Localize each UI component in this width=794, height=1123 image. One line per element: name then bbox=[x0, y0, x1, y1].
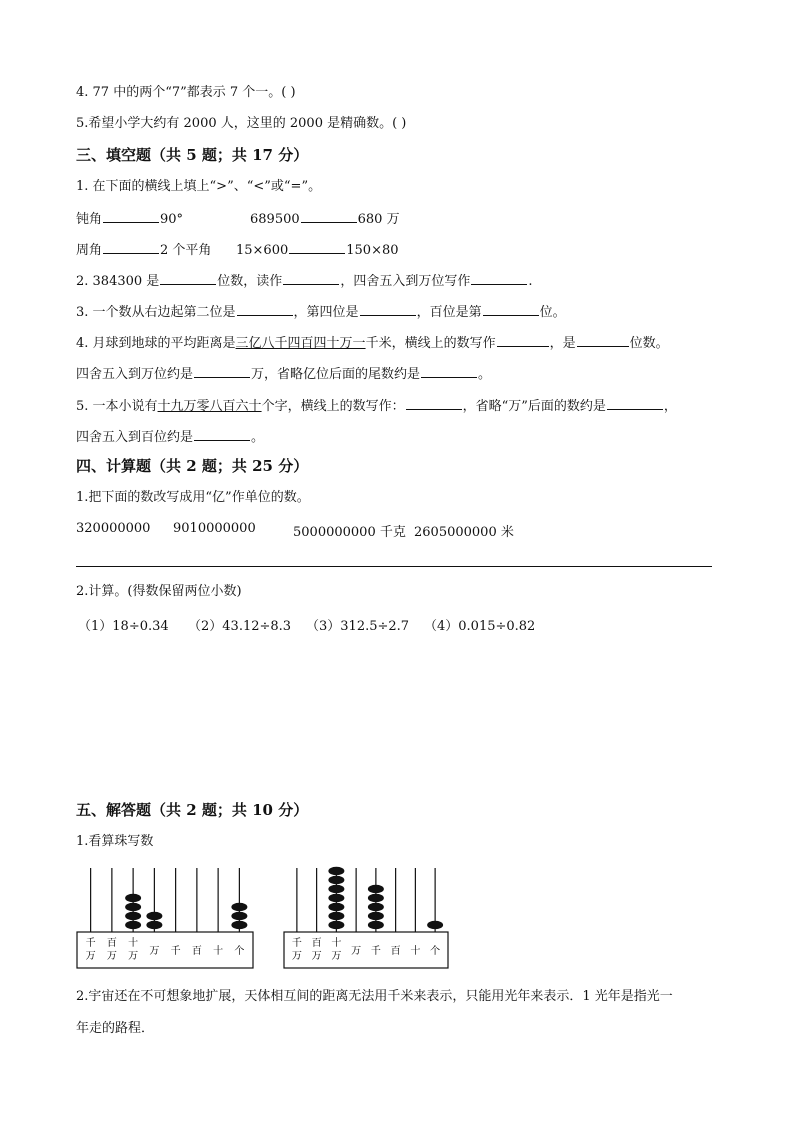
abacus-label: 十 bbox=[213, 946, 224, 957]
abacus-bead bbox=[231, 921, 247, 929]
abacus-label: 十 bbox=[331, 938, 342, 949]
fill-q5-text: ，省略“万”后面的数约是 bbox=[462, 399, 606, 414]
abacus-bead bbox=[328, 867, 344, 875]
fill-q1-row2b bbox=[236, 240, 399, 260]
fill-q4-text: 4. 月球到地球的平均距离是 bbox=[76, 336, 236, 351]
abacus-bead bbox=[368, 903, 384, 911]
abacus-bead bbox=[125, 903, 141, 911]
abacus-label: 万 bbox=[85, 951, 96, 962]
fill-q1-d2: 150×80 bbox=[346, 243, 399, 258]
fill-q1-c1: 周角 bbox=[76, 243, 103, 258]
abacus-bead bbox=[146, 921, 162, 929]
calc-q2-item: （2）43.12÷8.3 bbox=[188, 619, 292, 634]
abacus-label: 万 bbox=[128, 951, 139, 962]
fill-q5-underlined: 十九万零八百六十 bbox=[157, 399, 262, 414]
fill-q5-cont bbox=[76, 427, 264, 447]
fill-q3-text: ，百位是第 bbox=[416, 305, 482, 320]
abacus-bead bbox=[231, 912, 247, 920]
abacus-bead bbox=[368, 921, 384, 929]
answer-blank[interactable] bbox=[301, 209, 357, 223]
fill-q4-cont bbox=[76, 364, 491, 384]
abacus-frame bbox=[77, 932, 253, 968]
answer-blank[interactable] bbox=[497, 333, 549, 347]
fill-q1-row1 bbox=[76, 209, 183, 229]
fill-q1-row1b bbox=[250, 209, 400, 229]
fill-q4-text: 万，省略亿位后面的尾数约是 bbox=[251, 367, 421, 382]
fill-q5-text: 5. 一本小说有 bbox=[76, 399, 158, 414]
fill-q4-text: 。 bbox=[478, 367, 492, 382]
answer-blank[interactable] bbox=[237, 302, 293, 316]
abacus-bead bbox=[146, 912, 162, 920]
answer-blank[interactable] bbox=[289, 240, 345, 254]
answer-blank[interactable] bbox=[406, 396, 462, 410]
section-heading-calc: 四、计算题（共 2 题；共 25 分） bbox=[76, 457, 309, 475]
abacus-bead bbox=[368, 912, 384, 920]
abacus-bead bbox=[328, 912, 344, 920]
answer-blank[interactable] bbox=[283, 271, 339, 285]
fill-q4 bbox=[76, 333, 669, 353]
abacus-bead bbox=[328, 921, 344, 929]
fill-q2-text: ，四舍五入到万位写作 bbox=[340, 274, 471, 289]
calc-q2-item: （3）312.5÷2.7 bbox=[306, 619, 410, 634]
abacus-frame bbox=[284, 932, 448, 968]
fill-q2-text: . bbox=[528, 274, 533, 289]
fill-q2 bbox=[76, 271, 532, 291]
answer-blank[interactable] bbox=[194, 364, 250, 378]
abacus-label: 个 bbox=[234, 946, 245, 957]
fill-q3 bbox=[76, 302, 566, 322]
calc-q2-item: （4）0.015÷0.82 bbox=[424, 619, 536, 634]
answer-blank[interactable] bbox=[360, 302, 416, 316]
fill-q1-c2: 2 个平角 bbox=[160, 243, 212, 258]
answer-blank[interactable] bbox=[471, 271, 527, 285]
fill-q5-text: ， bbox=[663, 399, 677, 414]
abacus-bead bbox=[427, 921, 443, 929]
calc-q2-prompt: 2.计算。(得数保留两位小数) bbox=[76, 584, 242, 599]
solve-q1-prompt: 1.看算珠写数 bbox=[76, 834, 154, 849]
abacus-label: 千 bbox=[170, 946, 181, 957]
answer-line bbox=[76, 566, 712, 567]
answer-blank[interactable] bbox=[607, 396, 663, 410]
fill-q1-a1: 钝角 bbox=[76, 212, 103, 227]
fill-q2-text: 位数，读作 bbox=[217, 274, 283, 289]
calc-q1-number: 2605000000 米 bbox=[414, 525, 514, 540]
fill-q5-text: 四舍五入到百位约是 bbox=[76, 430, 194, 445]
fill-q1-d1: 15×600 bbox=[236, 243, 289, 258]
answer-blank[interactable] bbox=[194, 427, 250, 441]
abacus-label: 百 bbox=[191, 946, 202, 957]
abacus-bead bbox=[368, 885, 384, 893]
abacus-bead bbox=[231, 903, 247, 911]
abacus-2 bbox=[283, 862, 449, 972]
fill-q3-text: 3. 一个数从右边起第二位是 bbox=[76, 305, 236, 320]
abacus-label: 百 bbox=[311, 938, 322, 949]
fill-q4-text: 千米，横线上的数写作 bbox=[365, 336, 496, 351]
fill-q4-underlined: 三亿八千四百四十万一 bbox=[235, 336, 366, 351]
answer-blank[interactable] bbox=[421, 364, 477, 378]
fill-q3-text: ，第四位是 bbox=[293, 305, 359, 320]
calc-q1-number: 9010000000 bbox=[173, 521, 256, 536]
abacus-label: 千 bbox=[291, 938, 302, 949]
abacus-label: 万 bbox=[291, 951, 302, 962]
fill-q4-text: 四舍五入到万位约是 bbox=[76, 367, 194, 382]
fill-q5 bbox=[76, 396, 677, 416]
abacus-label: 万 bbox=[331, 951, 342, 962]
fill-q2-text: 2. 384300 是 bbox=[76, 274, 160, 289]
abacus-bead bbox=[368, 894, 384, 902]
abacus-label: 万 bbox=[351, 946, 362, 957]
fill-q4-text: 位数。 bbox=[629, 336, 669, 351]
answer-blank[interactable] bbox=[103, 240, 159, 254]
abacus-bead bbox=[328, 885, 344, 893]
solve-q2-line2: 年走的路程． bbox=[76, 1021, 155, 1036]
fill-q1-a2: 90° bbox=[160, 212, 184, 227]
answer-blank[interactable] bbox=[103, 209, 159, 223]
judge-q4: 4. 77 中的两个“7”都表示 7 个一。( ) bbox=[76, 85, 296, 100]
abacus-bead bbox=[328, 894, 344, 902]
abacus-label: 千 bbox=[370, 946, 381, 957]
section-heading-fill: 三、填空题（共 5 题；共 17 分） bbox=[76, 146, 309, 164]
calc-q2-item: （1）18÷0.34 bbox=[78, 619, 169, 634]
abacus-bead bbox=[125, 894, 141, 902]
abacus-label: 百 bbox=[390, 946, 401, 957]
abacus-label: 个 bbox=[430, 946, 441, 957]
solve-q2-line1: 2.宇宙还在不可想象地扩展，天体相互间的距离无法用千米来表示，只能用光年来表示．1 光年是指光一 bbox=[76, 989, 673, 1004]
answer-blank[interactable] bbox=[483, 302, 539, 316]
abacus-bead bbox=[328, 876, 344, 884]
fill-q4-text: ，是 bbox=[549, 336, 576, 351]
calc-q1-number: 5000000000 千克 bbox=[293, 525, 406, 540]
abacus-label: 百 bbox=[106, 938, 117, 949]
calc-q1-prompt: 1.把下面的数改写成用“亿”作单位的数。 bbox=[76, 490, 310, 505]
abacus-bead bbox=[125, 921, 141, 929]
fill-q5-text: 个字，横线上的数写作： bbox=[261, 399, 405, 414]
abacus-label: 万 bbox=[149, 946, 160, 957]
abacus-bead bbox=[125, 912, 141, 920]
judge-q5: 5.希望小学大约有 2000 人，这里的 2000 是精确数。( ) bbox=[76, 116, 407, 131]
fill-q1-row2 bbox=[76, 240, 211, 260]
abacus-1 bbox=[76, 862, 254, 972]
fill-q1-b2: 680 万 bbox=[357, 212, 400, 227]
abacus-bead bbox=[328, 903, 344, 911]
abacus-label: 十 bbox=[410, 946, 421, 957]
fill-q5-text: 。 bbox=[251, 430, 265, 445]
section-heading-solve: 五、解答题（共 2 题；共 10 分） bbox=[76, 801, 309, 819]
abacus-label: 万 bbox=[106, 951, 117, 962]
answer-blank[interactable] bbox=[160, 271, 216, 285]
abacus-label: 十 bbox=[128, 938, 139, 949]
abacus-label: 万 bbox=[311, 951, 322, 962]
fill-q1-b1: 689500 bbox=[250, 212, 300, 227]
abacus-label: 千 bbox=[85, 938, 96, 949]
fill-q1-prompt: 1. 在下面的横线上填上“>”、“<”或“=”。 bbox=[76, 179, 322, 194]
calc-q1-number: 320000000 bbox=[76, 521, 151, 536]
answer-blank[interactable] bbox=[577, 333, 629, 347]
fill-q3-text: 位。 bbox=[539, 305, 566, 320]
